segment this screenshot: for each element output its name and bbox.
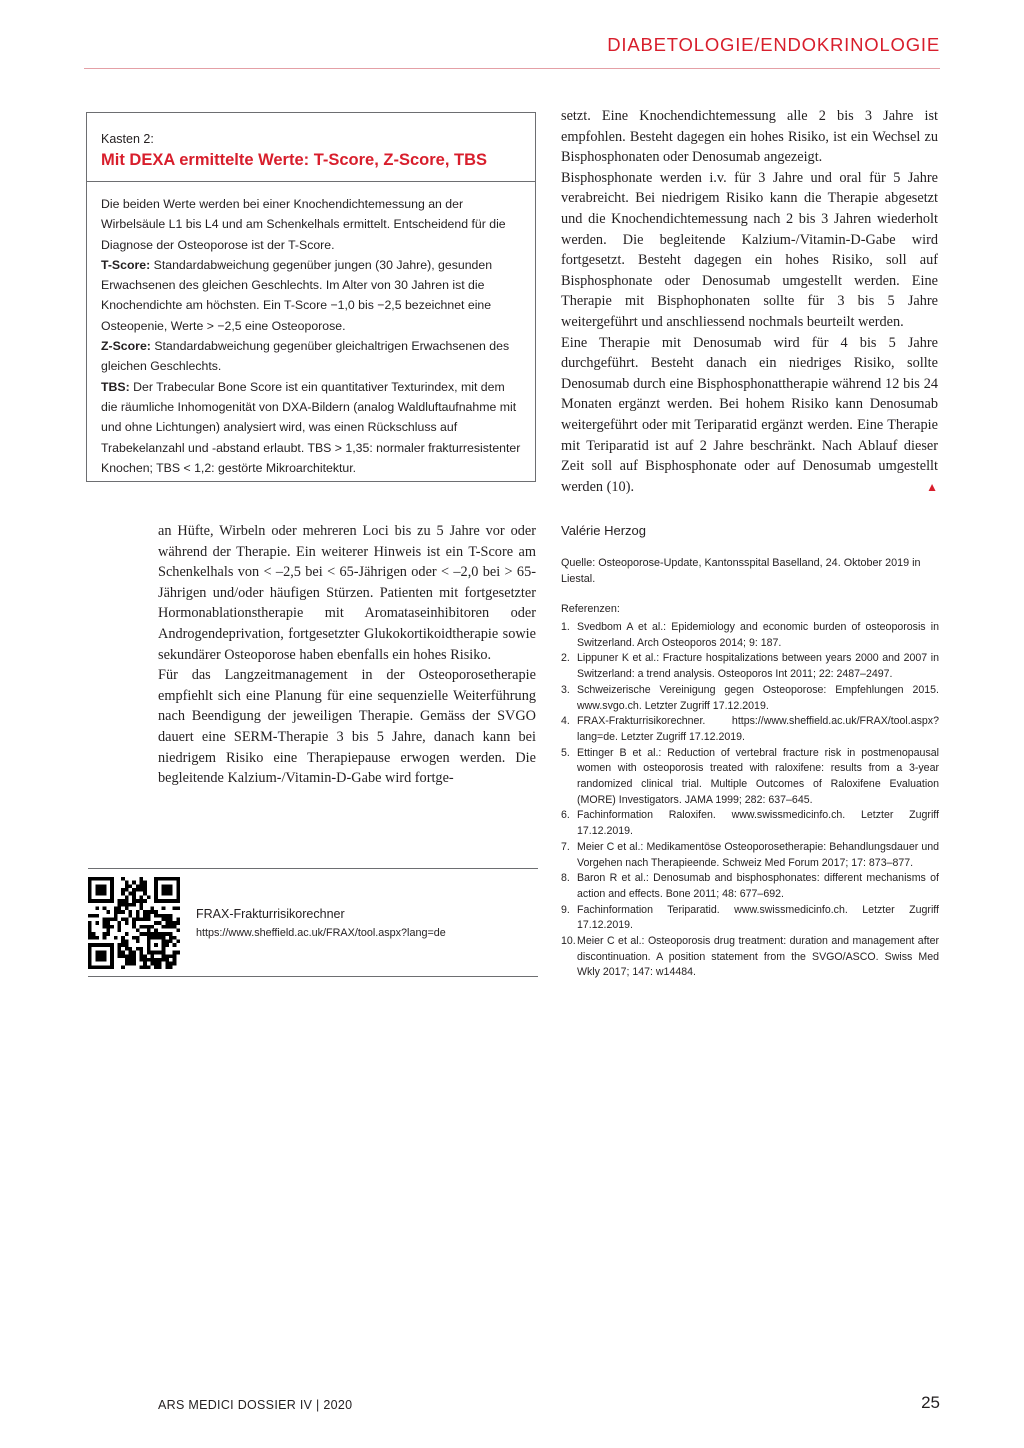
source-note: Quelle: Osteoporose-Update, Kantonsspital Baselland, 24. Oktober 2019 in Liestal. xyxy=(561,557,921,585)
box-tscore xyxy=(101,255,521,336)
end-of-article-triangle-icon: ▲ xyxy=(926,479,938,494)
reference-item xyxy=(561,840,939,871)
body-paragraph: Bisphosphonate werden i.v. für 3 Jahre und oral für 5 Jahre verabreicht. Bei niedrigem Risiko kann die Therapie abgesetzt und die Knochendichtemessung nach 2 bis 3 Jahren wiederholt werden. Die begleitende Kalzium-/Vitamin-D-Gabe wird fortgesetzt. Besteht dagegen ein hohes Risiko, soll auf Bisphosphonate oder Denosumab umgestellt werden. Eine Therapie mit Bisphophonaten sollte für 3 bis 5 Jahre weitergeführt und anschliessend nochmals beurteilt werden. xyxy=(561,169,938,330)
tbs-text: Der Trabecular Bone Score ist ein quantitativer Texturindex, mit dem die räumliche Inhomogenität von DXA-Bildern (analog Waldluftaufnahme mit und ohne Lichtungen) analysiert wird, was einen Rückschluss auf Trabekelanzahl und -abstand erlaubt. TBS > 1,35: normaler frakturresistenter Knochen; TBS < 1,2: gestörte Mikroarchitektur. xyxy=(101,379,521,475)
header-rule xyxy=(84,68,940,69)
reference-item xyxy=(561,746,939,809)
body-paragraph-text: Eine Therapie mit Denosumab wird für 4 bis 5 Jahre durchgeführt. Besteht danach ein niedriges Risiko, sollte Denosumab durch eine Bisphosphonattherapie während 12 bis 24 Monaten ergänzt werden. Bei hohem Risiko kann Denosumab weitergeführt oder mit Teriparatid ergänzt werden. Eine Therapie mit Teriparatid ist auf 2 Jahre beschränkt. Nach Ablauf dieser Zeit soll auf Bisphosphonate oder auf Denosumab umgestellt werden (10). xyxy=(561,334,938,495)
box-kicker: Kasten 2: xyxy=(101,132,154,146)
body-paragraph: an Hüfte, Wirbeln oder mehreren Loci bis zu 5 Jahre vor oder während der Therapie. Ein weiterer Hinweis ist ein T-Score am Schenkelhals von < –2,5 bei < 65-Jährigen oder < –2,0 bei > 65-Jährigen und/oder häufigen Stürzen. Patienten mit fortgesetzter Hormonablationstherapie mit Aromataseinhibitoren oder Androgendeprivation, fortgesetzter Glukokortikoidtherapie sowie sekundärer Osteoporose haben ebenfalls ein hohes Risiko. xyxy=(158,523,536,663)
box-intro: Die beiden Werte werden bei einer Knochendichtemessung an der Wirbelsäule L1 bis L4 und am Schenkelhals ermittelt. Entscheidend für die Diagnose der Osteoporose ist der T-Score. xyxy=(101,197,506,252)
tscore-label: T-Score: xyxy=(101,257,151,272)
reference-number: 9. xyxy=(561,903,570,916)
reference-item xyxy=(561,934,939,981)
box-tbs xyxy=(101,377,521,478)
box-zscore xyxy=(101,336,521,377)
reference-item xyxy=(561,683,939,714)
frax-rule-top xyxy=(88,868,538,869)
reference-item xyxy=(561,903,939,934)
reference-number: 10. xyxy=(561,935,576,948)
left-column-body xyxy=(158,521,536,789)
tscore-text: Standardabweichung gegenüber jungen (30 Jahre), gesunden Erwachsenen des gleichen Geschlechts. Im Alter von 30 Jahren ist die Knochendichte am höchsten. Ein T-Score −1,0 bis −2,5 bezeichnet eine Osteopenie, Werte > −2,5 eine Osteoporose. xyxy=(101,257,493,333)
footer-journal: ARS MEDICI DOSSIER IV | 2020 xyxy=(158,1398,353,1412)
reference-number: 4. xyxy=(561,715,570,728)
reference-text: Meier C et al.: Osteoporosis drug treatment: duration and management after discontinuation. A position statement from the SVGO/ASCO. Swiss Med Wkly 2017; 147: w14484. xyxy=(577,935,939,979)
frax-link[interactable]: https://www.sheffield.ac.uk/FRAX/tool.aspx?lang=de xyxy=(196,927,446,939)
reference-item xyxy=(561,714,939,745)
tbs-label: TBS: xyxy=(101,379,130,394)
frax-rule-bottom xyxy=(88,976,538,977)
body-paragraph: setzt. Eine Knochendichtemessung alle 2 bis 3 Jahre ist empfohlen. Besteht dagegen ein hohes Risiko, ist ein Wechsel zu Bisphosphonaten oder Denosumab angezeigt. xyxy=(561,108,938,166)
zscore-label: Z-Score: xyxy=(101,339,151,354)
reference-text: Lippuner K et al.: Fracture hospitalizations between years 2000 and 2007 in Switzerland: a trend analysis. Osteoporos Int 2011; 22: 2487–2497. xyxy=(577,652,939,681)
reference-number: 2. xyxy=(561,652,570,665)
reference-text: Fachinformation Raloxifen. www.swissmedicinfo.ch. Letzter Zugriff 17.12.2019. xyxy=(577,809,939,838)
box-divider xyxy=(87,181,535,182)
frax-title: FRAX-Frakturrisikorechner xyxy=(196,907,345,921)
zscore-text: Standardabweichung gegenüber gleichaltrigen Erwachsenen des gleichen Geschlechts. xyxy=(101,339,510,374)
reference-number: 8. xyxy=(561,872,570,885)
reference-number: 7. xyxy=(561,840,570,853)
reference-text: Ettinger B et al.: Reduction of vertebral fracture risk in postmenopausal women with osteoporosis treated with raloxifene: results from a 3-year randomized clinical trial. Multiple Outcomes of Raloxifene Evaluation (MORE) Investigators. JAMA 1999; 282: 637–645. xyxy=(577,746,939,806)
body-paragraph: Für das Langzeitmanagement in der Osteoporosetherapie empfiehlt sich eine Planung für eine sequenzielle Weiterführung nach Beendigung der jeweiligen Therapie. Gemäss der SVGO dauert eine SERM-Therapie 3 bis 5 Jahre, danach kann bei niedrigem Risiko eine Therapiepause erwogen werden. Die begleitende Kalzium-/Vitamin-D-Gabe wird fortge- xyxy=(158,667,536,787)
body-paragraph xyxy=(561,333,938,498)
reference-text: Schweizerische Vereinigung gegen Osteoporose: Empfehlungen 2015. www.svgo.ch. Letzter Zugriff 17.12.2019. xyxy=(577,683,939,712)
references-list xyxy=(561,620,939,981)
section-header: DIABETOLOGIE/ENDOKRINOLOGIE xyxy=(607,34,940,55)
reference-item xyxy=(561,871,939,902)
reference-number: 3. xyxy=(561,683,570,696)
reference-text: Meier C et al.: Medikamentöse Osteoporosetherapie: Behandlungsdauer und Vorgehen nach Therapieende. Schweiz Med Forum 2017; 17: 873–877. xyxy=(577,840,939,869)
author-name: Valérie Herzog xyxy=(561,523,647,538)
reference-number: 5. xyxy=(561,746,570,759)
qr-code-icon[interactable] xyxy=(88,877,180,969)
info-box xyxy=(86,112,536,482)
reference-item xyxy=(561,620,939,651)
reference-number: 6. xyxy=(561,809,570,822)
reference-item xyxy=(561,651,939,682)
reference-item xyxy=(561,808,939,839)
reference-text: Baron R et al.: Denosumab and bisphosphonates: different mechanisms of action and effects. Bone 2011; 48: 677–692. xyxy=(577,872,939,900)
reference-number: 1. xyxy=(561,621,570,633)
reference-text: FRAX-Frakturrisikorechner. https://www.sheffield.ac.uk/FRAX/tool.aspx?lang=de. Letzter Zugriff 17.12.2019. xyxy=(577,715,939,743)
right-column-body xyxy=(561,106,938,497)
reference-text: Svedbom A et al.: Epidemiology and economic burden of osteoporosis in Switzerland. Arch Osteoporos 2014; 9: 187. xyxy=(577,621,939,649)
reference-text: Fachinformation Teriparatid. www.swissmedicinfo.ch. Letzter Zugriff 17.12.2019. xyxy=(577,903,939,932)
page-number: 25 xyxy=(921,1393,940,1412)
box-title: Mit DEXA ermittelte Werte: T-Score, Z-Score, TBS xyxy=(101,151,487,169)
references-label: Referenzen: xyxy=(561,603,620,615)
